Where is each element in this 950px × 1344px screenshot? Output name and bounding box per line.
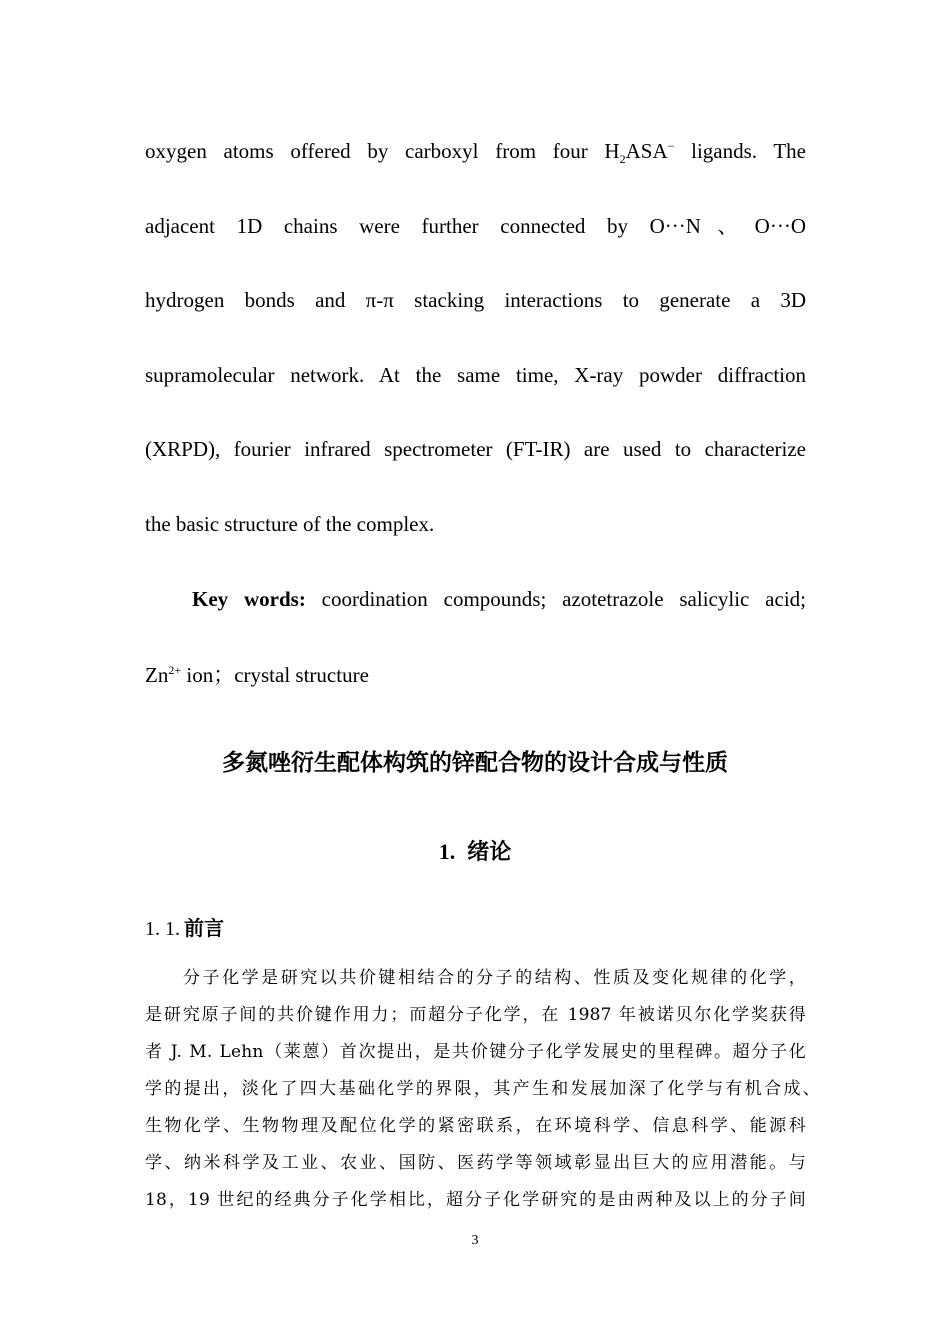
abstract-line-1-text: oxygen atoms offered by carboxyl from four H <box>145 139 620 163</box>
abstract-line-4: supramolecular network. At the same time, X-ray powder diffraction <box>145 363 806 387</box>
body-line: 18，19 世纪的经典分子化学相比，超分子化学研究的是由两种及以上的分子间 <box>145 1190 806 1210</box>
body-line: 是研究原子间的共价键作用力；而超分子化学，在 1987 年被诺贝尔化学奖获得 <box>145 1005 806 1025</box>
subsection-title: 前言 <box>184 916 224 940</box>
keyword-zn: Zn <box>145 663 169 687</box>
subsection-heading <box>145 914 224 943</box>
body-line: 学的提出，淡化了四大基础化学的界限，其产生和发展加深了化学与有机合成、 <box>145 1079 820 1099</box>
section-title: 绪论 <box>467 840 512 865</box>
body-line: 生物化学、生物物理及配位化学的紧密联系，在环境科学、信息科学、能源科 <box>145 1116 806 1136</box>
body-line: 者 J. M. Lehn（莱蒽）首次提出，是共价键分子化学发展史的里程碑。超分子化 <box>145 1042 806 1062</box>
section-heading <box>0 837 950 868</box>
superscript-minus: − <box>667 139 675 153</box>
keywords-text: coordination compounds; azotetrazole salicylic acid; <box>305 587 806 611</box>
superscript-2plus: 2+ <box>168 663 182 677</box>
abstract-line-1-end: ligands. The <box>674 139 806 163</box>
abstract-line-1 <box>145 138 806 167</box>
body-line: 学、纳米科学及工业、农业、国防、医药学等领域彰显出巨大的应用潜能。与 <box>145 1153 806 1173</box>
subsection-number: 1. 1. <box>145 918 180 940</box>
keyword-rest: ion；crystal structure <box>181 663 369 687</box>
keywords-line-2 <box>145 662 806 688</box>
keywords-line-1 <box>192 586 806 612</box>
section-number: 1. <box>438 839 456 864</box>
keywords-label: Key words: <box>192 587 306 611</box>
body-line: 分子化学是研究以共价键相结合的分子的结构、性质及变化规律的化学， <box>183 968 806 988</box>
abstract-line-6: the basic structure of the complex. <box>145 512 435 536</box>
subscript-2: 2 <box>619 152 626 167</box>
chinese-title: 多氮唑衍生配体构筑的锌配合物的设计合成与性质 <box>222 750 728 776</box>
abstract-line-3: hydrogen bonds and π-π stacking interactions to generate a 3D <box>145 288 806 312</box>
abstract-line-2: adjacent 1D chains were further connected by O···N、O···O <box>145 214 806 238</box>
page-number: 3 <box>471 1233 479 1248</box>
abstract-line-1-ligand: ASA <box>625 139 668 163</box>
abstract-line-5: (XRPD), fourier infrared spectrometer (FT-IR) are used to characterize <box>145 437 806 461</box>
